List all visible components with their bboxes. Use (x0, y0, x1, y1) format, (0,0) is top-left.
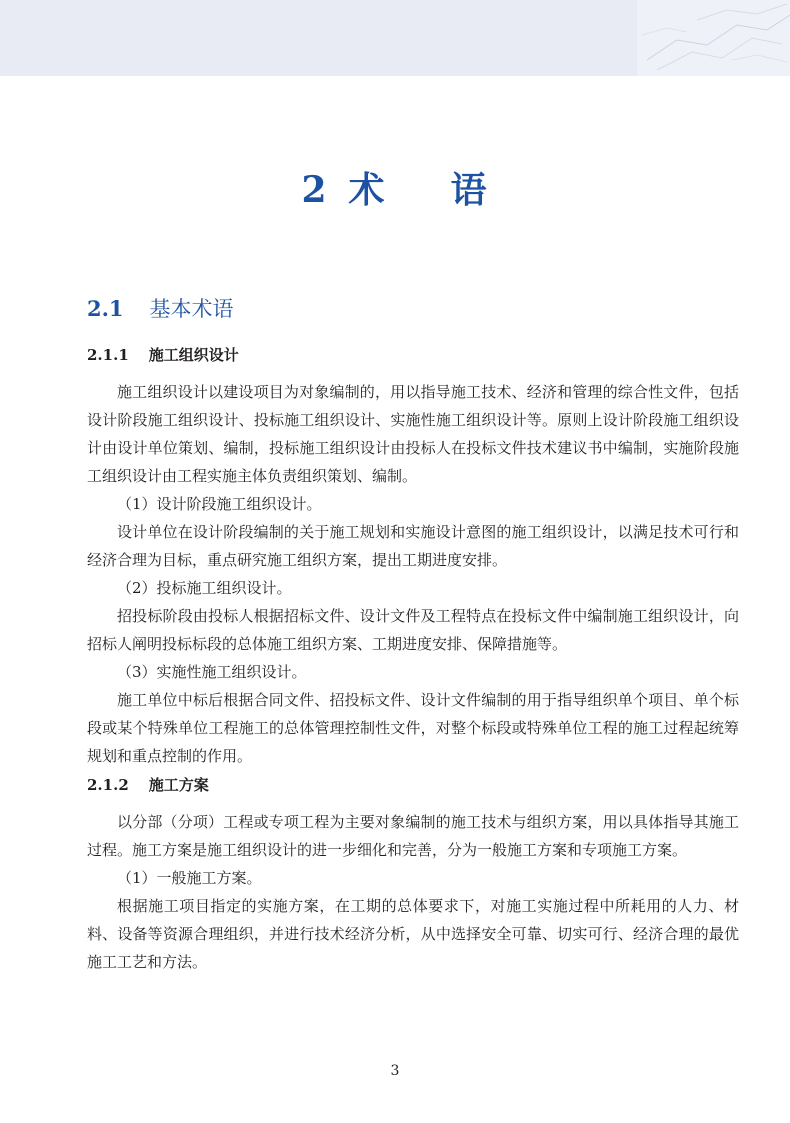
page-number: 3 (390, 1063, 400, 1079)
paragraph: （2）投标施工组织设计。 (117, 579, 292, 597)
paragraph: （3）实施性施工组织设计。 (117, 663, 307, 681)
subsection-heading (87, 344, 739, 378)
section-number: 2.1 (87, 296, 124, 321)
chapter-number: 2 (301, 169, 329, 211)
paragraph: 施工单位中标后根据合同文件、招投标文件、设计文件编制的用于指导组织单个项目、单个标段或某个特殊单位工程施工的总体管理控制性文件，对整个标段或特殊单位工程的施工过程起统筹规划和重点控制的作用。 (87, 691, 739, 765)
paragraph: （1）设计阶段施工组织设计。 (117, 495, 322, 513)
subsection-title: 施工组织设计 (148, 346, 239, 364)
subsection-number: 2.1.2 (87, 776, 129, 794)
chapter-title-part2: 语 (450, 169, 489, 211)
header-decoration-image (637, 0, 790, 76)
paragraph: 招投标阶段由投标人根据招标文件、设计文件及工程特点在投标文件中编制施工组织设计，向招标人阐明投标标段的总体施工组织方案、工期进度安排、保障措施等。 (87, 607, 739, 653)
paragraph: 以分部（分项）工程或专项工程为主要对象编制的施工技术与组织方案，用以具体指导其施工过程。施工方案是施工组织设计的进一步细化和完善，分为一般施工方案和专项施工方案。 (87, 813, 739, 859)
paragraph: 施工组织设计以建设项目为对象编制的，用以指导施工技术、经济和管理的综合性文件，包括设计阶段施工组织设计、投标施工组织设计、实施性施工组织设计等。原则上设计阶段施工组织设计由设计单位策划、编制，投标施工组织设计由投标人在投标文件技术建议书中编制，实施阶段施工组织设计由工程实施主体负责组织策划、编制。 (87, 383, 739, 485)
subsection-title: 施工方案 (148, 776, 209, 794)
subsection-number: 2.1.1 (87, 346, 129, 364)
paragraph: 设计单位在设计阶段编制的关于施工规划和实施设计意图的施工组织设计，以满足技术可行和经济合理为目标，重点研究施工组织方案，提出工期进度安排。 (87, 523, 739, 569)
chapter-title (0, 162, 790, 213)
paragraph: 根据施工项目指定的实施方案，在工期的总体要求下，对施工实施过程中所耗用的人力、材料、设备等资源合理组织，并进行技术经济分析，从中选择安全可靠、切实可行、经济合理的最优施工工艺和方法。 (87, 897, 739, 971)
section-heading (87, 293, 234, 323)
section-title: 基本术语 (149, 297, 234, 321)
paragraph: （1）一般施工方案。 (117, 869, 262, 887)
chapter-title-part1: 术 (348, 169, 387, 211)
page-content (87, 344, 739, 976)
subsection-heading (87, 774, 739, 808)
